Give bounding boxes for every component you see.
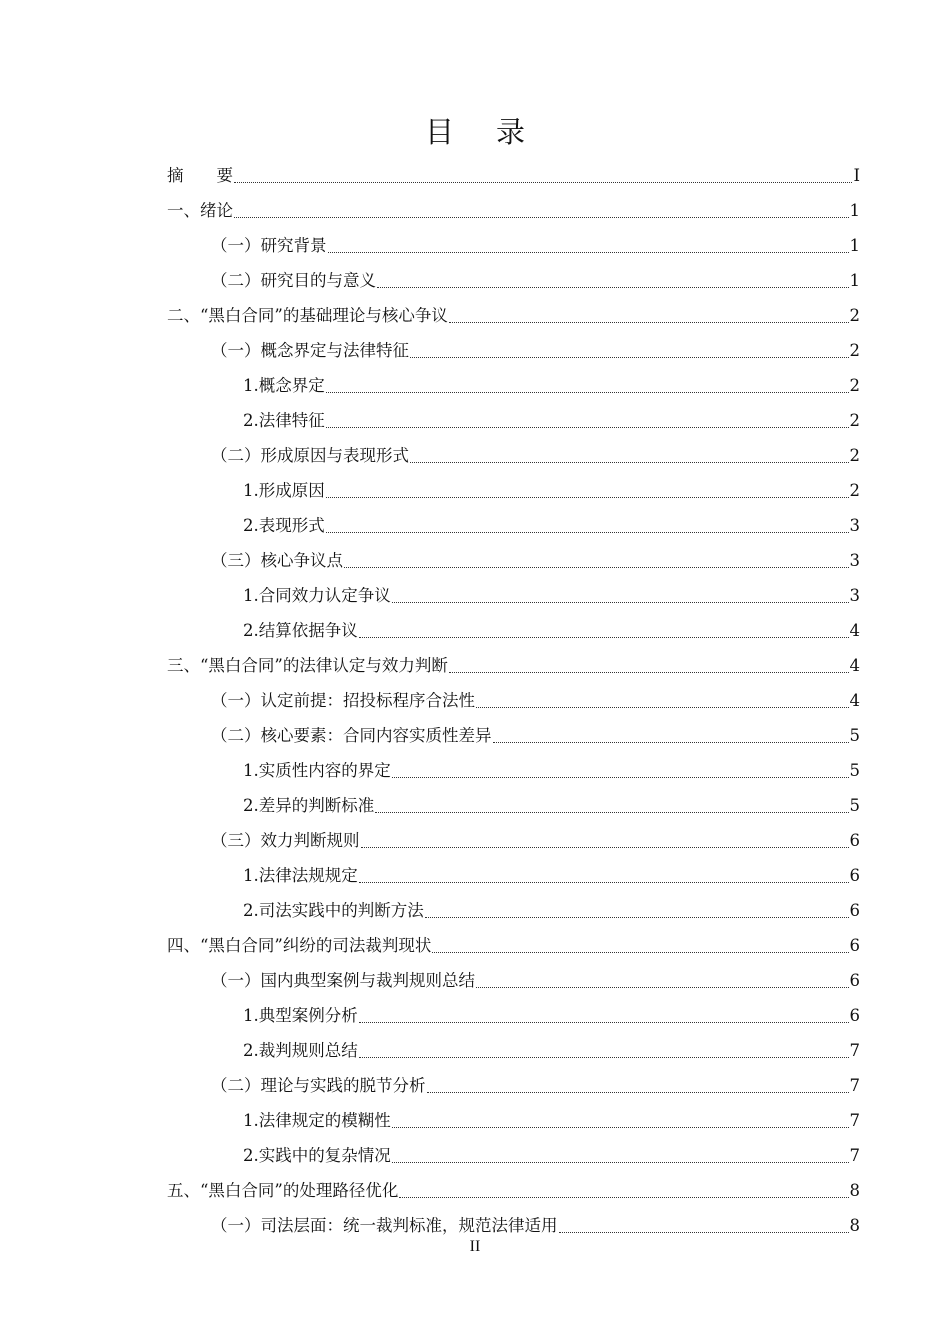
toc-dot-leader bbox=[325, 403, 850, 438]
toc-dot-leader bbox=[358, 998, 850, 1033]
toc-entry[interactable] bbox=[167, 263, 860, 298]
toc-entry-label: （一）国内典型案例与裁判规则总结 bbox=[211, 971, 475, 990]
toc-title: 目录 bbox=[424, 115, 567, 149]
toc-entry[interactable] bbox=[167, 683, 860, 718]
toc-dot-leader bbox=[358, 613, 850, 648]
toc-dot-leader bbox=[327, 228, 850, 263]
toc-entry[interactable] bbox=[167, 1103, 860, 1138]
toc-entry[interactable] bbox=[167, 403, 860, 438]
toc-entry-label: 1.法律规定的模糊性 bbox=[243, 1111, 391, 1130]
toc-entry-page-number: 8 bbox=[849, 1216, 860, 1235]
toc-entry-label: 1.概念界定 bbox=[243, 376, 325, 395]
toc-entry[interactable] bbox=[167, 228, 860, 263]
toc-entry-label: 2.法律特征 bbox=[243, 411, 325, 430]
toc-entry-label: 2.结算依据争议 bbox=[243, 621, 358, 640]
toc-dot-leader bbox=[391, 1138, 850, 1173]
toc-entry-page-number: 4 bbox=[849, 691, 860, 710]
toc-dot-leader bbox=[448, 648, 850, 683]
toc-entry-label: （一）司法层面：统一裁判标准，规范法律适用 bbox=[211, 1216, 558, 1235]
toc-entry[interactable] bbox=[167, 1173, 860, 1208]
toc-dot-leader bbox=[492, 718, 850, 753]
toc-entry[interactable] bbox=[167, 473, 860, 508]
toc-entry[interactable] bbox=[167, 1138, 860, 1173]
toc-entry-page-number: 6 bbox=[849, 901, 860, 920]
toc-entry[interactable] bbox=[167, 368, 860, 403]
toc-entry[interactable] bbox=[167, 648, 860, 683]
toc-entry-label: 2.裁判规则总结 bbox=[243, 1041, 358, 1060]
toc-entry-page-number: I bbox=[853, 166, 860, 185]
toc-entry-page-number: 1 bbox=[849, 271, 860, 290]
toc-entry-label: （一）研究背景 bbox=[211, 236, 327, 255]
toc-dot-leader bbox=[391, 578, 850, 613]
toc-dot-leader bbox=[426, 1068, 850, 1103]
toc-entry-label: （三）效力判断规则 bbox=[211, 831, 360, 850]
toc-entry[interactable] bbox=[167, 928, 860, 963]
toc-dot-leader bbox=[358, 1033, 850, 1068]
toc-entry[interactable] bbox=[167, 543, 860, 578]
toc-entry[interactable] bbox=[167, 158, 860, 193]
toc-entry[interactable] bbox=[167, 298, 860, 333]
toc-entry[interactable] bbox=[167, 1033, 860, 1068]
toc-entry-page-number: 7 bbox=[849, 1146, 860, 1165]
toc-entry-page-number: 6 bbox=[849, 831, 860, 850]
toc-entry-label: 2.司法实践中的判断方法 bbox=[243, 901, 424, 920]
toc-entry-label: （一）认定前提：招投标程序合法性 bbox=[211, 691, 475, 710]
toc-entry[interactable] bbox=[167, 718, 860, 753]
toc-entry-page-number: 3 bbox=[849, 551, 860, 570]
toc-entry[interactable] bbox=[167, 578, 860, 613]
toc-entry-label: （二）研究目的与意义 bbox=[211, 271, 376, 290]
toc-entry-page-number: 2 bbox=[849, 411, 860, 430]
toc-dot-leader bbox=[233, 158, 853, 193]
toc-list bbox=[167, 158, 860, 1243]
toc-entry[interactable] bbox=[167, 823, 860, 858]
toc-dot-leader bbox=[376, 263, 850, 298]
toc-entry-page-number: 7 bbox=[849, 1076, 860, 1095]
toc-entry-page-number: 2 bbox=[849, 306, 860, 325]
toc-entry-label: 一、绪论 bbox=[167, 201, 233, 220]
toc-entry-page-number: 7 bbox=[849, 1041, 860, 1060]
toc-entry-label: 四、“黑白合同”纠纷的司法裁判现状 bbox=[167, 936, 432, 955]
toc-dot-leader bbox=[360, 823, 850, 858]
toc-entry-page-number: 5 bbox=[849, 796, 860, 815]
toc-entry-label: 2.差异的判断标准 bbox=[243, 796, 375, 815]
toc-dot-leader bbox=[325, 508, 850, 543]
toc-entry-label: （二）形成原因与表现形式 bbox=[211, 446, 409, 465]
toc-entry-page-number: 1 bbox=[849, 236, 860, 255]
toc-entry-label: 1.合同效力认定争议 bbox=[243, 586, 391, 605]
toc-entry[interactable] bbox=[167, 193, 860, 228]
toc-entry-page-number: 5 bbox=[849, 761, 860, 780]
toc-entry-label: （一）概念界定与法律特征 bbox=[211, 341, 409, 360]
toc-dot-leader bbox=[358, 858, 850, 893]
page-number: II bbox=[469, 1238, 481, 1255]
toc-entry-page-number: 2 bbox=[849, 481, 860, 500]
toc-entry-label: 三、“黑白合同”的法律认定与效力判断 bbox=[167, 656, 448, 675]
toc-entry-label: 五、“黑白合同”的处理路径优化 bbox=[167, 1181, 399, 1200]
toc-entry-page-number: 1 bbox=[849, 201, 860, 220]
toc-dot-leader bbox=[398, 1173, 849, 1208]
toc-entry-label: 1.实质性内容的界定 bbox=[243, 761, 391, 780]
toc-dot-leader bbox=[475, 963, 850, 998]
toc-entry[interactable] bbox=[167, 998, 860, 1033]
toc-dot-leader bbox=[343, 543, 850, 578]
toc-dot-leader bbox=[475, 683, 850, 718]
toc-entry[interactable] bbox=[167, 893, 860, 928]
toc-entry[interactable] bbox=[167, 753, 860, 788]
toc-entry-label: （二）理论与实践的脱节分析 bbox=[211, 1076, 426, 1095]
toc-entry-page-number: 6 bbox=[849, 936, 860, 955]
toc-entry[interactable] bbox=[167, 858, 860, 893]
toc-entry-page-number: 6 bbox=[849, 866, 860, 885]
toc-dot-leader bbox=[325, 473, 850, 508]
toc-entry[interactable] bbox=[167, 333, 860, 368]
toc-dot-leader bbox=[409, 438, 850, 473]
toc-entry-page-number: 4 bbox=[849, 621, 860, 640]
toc-dot-leader bbox=[233, 193, 850, 228]
toc-entry[interactable] bbox=[167, 788, 860, 823]
toc-entry-page-number: 3 bbox=[849, 516, 860, 535]
toc-entry-page-number: 7 bbox=[849, 1111, 860, 1130]
toc-entry-page-number: 2 bbox=[849, 376, 860, 395]
toc-entry-page-number: 2 bbox=[849, 341, 860, 360]
toc-dot-leader bbox=[391, 1103, 850, 1138]
toc-dot-leader bbox=[431, 928, 849, 963]
toc-entry-page-number: 8 bbox=[849, 1181, 860, 1200]
toc-entry[interactable] bbox=[167, 963, 860, 998]
toc-entry-page-number: 6 bbox=[849, 1006, 860, 1025]
toc-entry-label: 1.典型案例分析 bbox=[243, 1006, 358, 1025]
toc-entry[interactable] bbox=[167, 1068, 860, 1103]
toc-entry-label: 2.实践中的复杂情况 bbox=[243, 1146, 391, 1165]
toc-dot-leader bbox=[409, 333, 850, 368]
toc-dot-leader bbox=[448, 298, 850, 333]
toc-entry-label: （二）核心要素：合同内容实质性差异 bbox=[211, 726, 492, 745]
toc-dot-leader bbox=[325, 368, 850, 403]
toc-entry-label: 二、“黑白合同”的基础理论与核心争议 bbox=[167, 306, 448, 325]
toc-entry[interactable] bbox=[167, 438, 860, 473]
toc-entry-label: 1.法律法规规定 bbox=[243, 866, 358, 885]
toc-entry-label: 1.形成原因 bbox=[243, 481, 325, 500]
toc-entry-page-number: 3 bbox=[849, 586, 860, 605]
toc-dot-leader bbox=[391, 753, 850, 788]
toc-entry[interactable] bbox=[167, 613, 860, 648]
toc-entry-page-number: 5 bbox=[849, 726, 860, 745]
toc-entry[interactable] bbox=[167, 508, 860, 543]
toc-entry-label: （三）核心争议点 bbox=[211, 551, 343, 570]
toc-entry-label: 摘 要 bbox=[167, 166, 233, 185]
toc-dot-leader bbox=[374, 788, 849, 823]
toc-entry-page-number: 6 bbox=[849, 971, 860, 990]
toc-entry-label: 2.表现形式 bbox=[243, 516, 325, 535]
toc-entry-page-number: 2 bbox=[849, 446, 860, 465]
toc-entry-page-number: 4 bbox=[849, 656, 860, 675]
toc-dot-leader bbox=[424, 893, 850, 928]
